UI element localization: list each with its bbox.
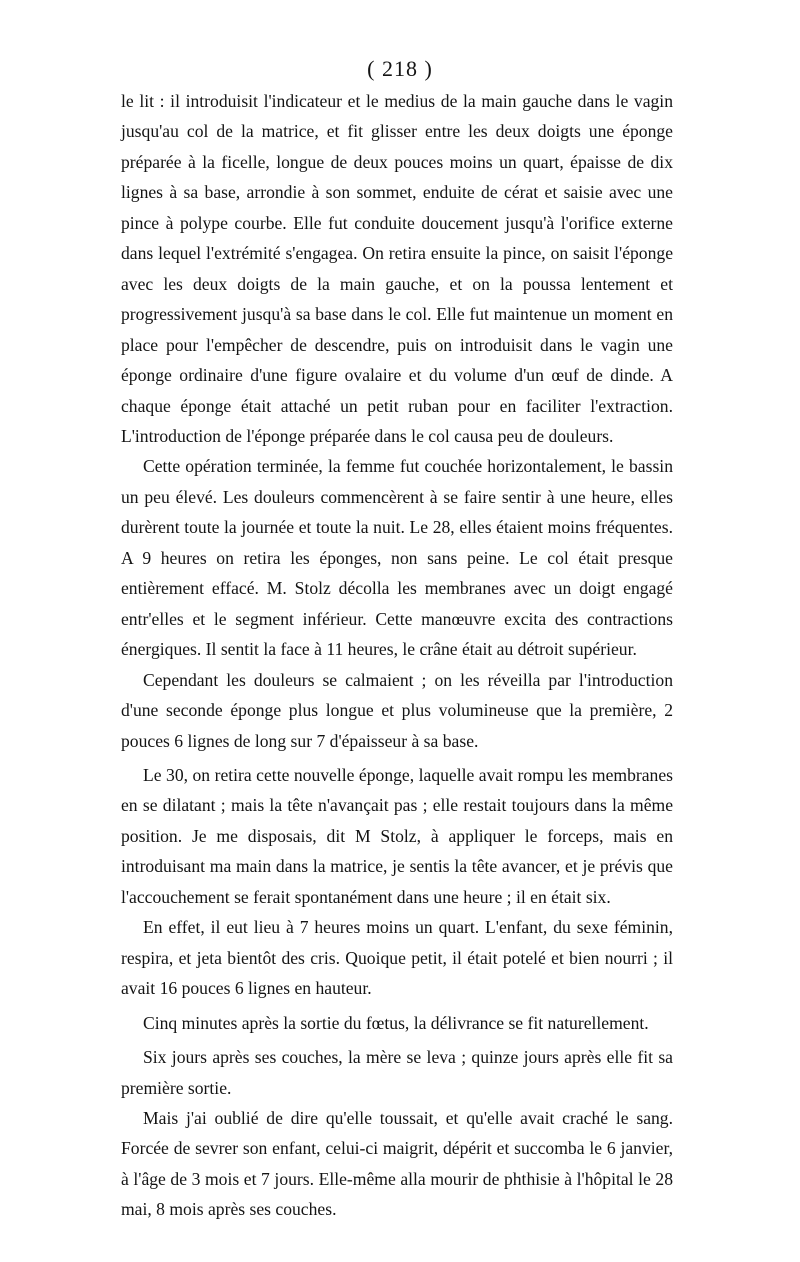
body-text — [121, 86, 673, 1225]
paragraph-4: Le 30, on retira cette nouvelle éponge, laquelle avait rompu les membranes en se dilatant ; mais la tête n'avançait pas ; elle restait toujours dans la même position. Je me disposais, dit M Stolz, à appliquer le forceps, mais en introduisant ma main dans la matrice, je sentis la tête avancer, et je prévis que l'accouchement se ferait spontanément dans une heure ; il en était six. — [121, 764, 673, 907]
paragraph-5: En effet, il eut lieu à 7 heures moins un quart. L'enfant, du sexe féminin, respira, et jeta bientôt des cris. Quoique petit, il était potelé et bien nourri ; il avait 16 pouces 6 lignes en hauteur. — [121, 917, 673, 999]
paragraph-3: Cependant les douleurs se calmaient ; on les réveilla par l'introduction d'une seconde éponge plus longue et plus volumineuse que la première, 2 pouces 6 lignes de long sur 7 d'épaisseur à sa base. — [121, 669, 673, 751]
paragraph-2: Cette opération terminée, la femme fut couchée horizontalement, le bassin un peu élevé. Les douleurs commencèrent à se faire sentir à une heure, elles durèrent toute la journée et toute la nuit. Le 28, elles étaient moins fréquentes. A 9 heures on retira les éponges, non sans peine. Le col était presque entièrement effacé. M. Stolz décolla les membranes avec un doigt engagé entr'elles et le segment inférieur. Cette manœuvre excita des contractions énergiques. Il sentit la face à 11 heures, le crâne était au détroit supérieur. — [121, 456, 673, 660]
paragraph-8: Mais j'ai oublié de dire qu'elle toussait, et qu'elle avait craché le sang. Forcée de sevrer son enfant, celui-ci maigrit, dépérit et succomba le 6 janvier, à l'âge de 3 mois et 7 jours. Elle-même alla mourir de phthisie à l'hôpital le 28 mai, 8 mois après ses couches. — [121, 1107, 673, 1220]
paragraph-6: Cinq minutes après la sortie du fœtus, la délivrance se fit naturellement. — [143, 1012, 649, 1033]
paragraph-7: Six jours après ses couches, la mère se leva ; quinze jours après elle fit sa première sortie. — [121, 1047, 673, 1098]
paragraph-1: le lit : il introduisit l'indicateur et le medius de la main gauche dans le vagin jusqu'au col de la matrice, et fit glisser entre les deux doigts une éponge préparée à la ficelle, longue de deux pouces moins un quart, épaisse de dix lignes à sa base, arrondie à son sommet, enduite de cérat et saisie avec une pince à polype courbe. Elle fut conduite doucement jusqu'à l'orifice externe dans lequel l'extrémité s'engagea. On retira ensuite la pince, on saisit l'éponge avec les deux doigts de la main gauche, et on la poussa lentement et progressivement jusqu'à sa base dans le col. Elle fut maintenue un moment en place pour l'empêcher de descendre, puis on introduisit dans le vagin une éponge ordinaire d'une figure ovalaire et du volume d'un œuf de dinde. A chaque éponge était attaché un petit ruban pour en faciliter l'extraction. L'introduction de l'éponge préparée dans le col causa peu de douleurs. — [121, 91, 673, 446]
page-number: ( 218 ) — [367, 56, 433, 81]
